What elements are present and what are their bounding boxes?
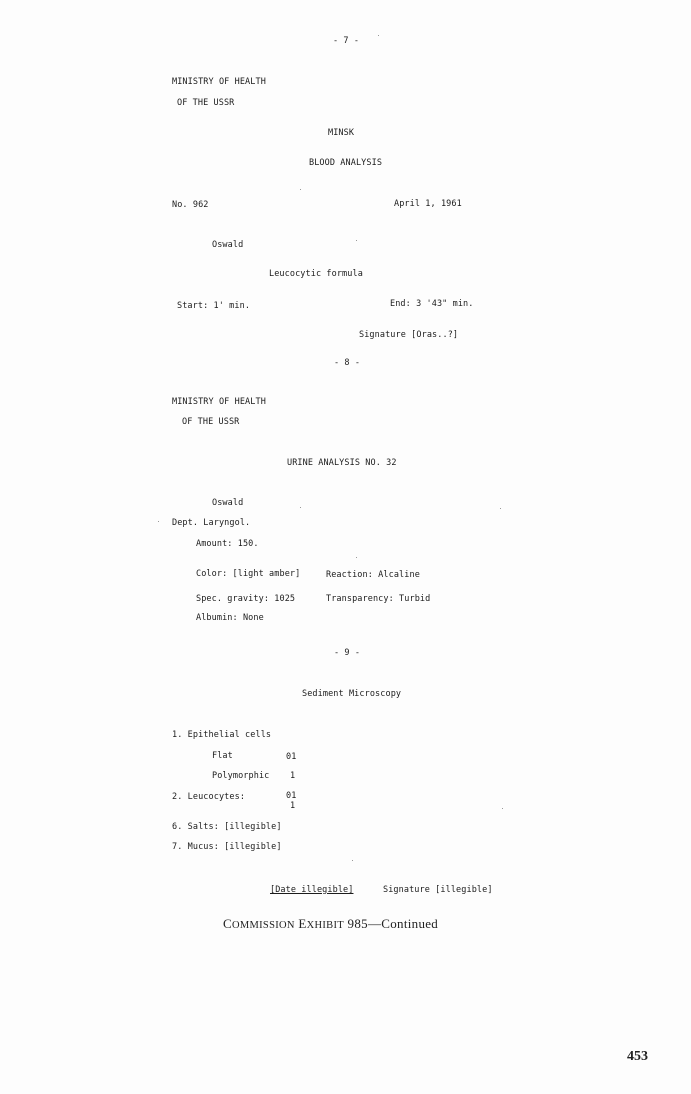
ministry-line2: OF THE USSR <box>182 417 240 427</box>
scan-speck <box>300 507 301 508</box>
caption-exhibit-rest: XHIBIT <box>306 920 344 931</box>
page-number: 453 <box>627 1049 648 1064</box>
page-marker-9: - 9 - <box>334 648 361 658</box>
scan-speck <box>378 35 379 36</box>
ministry-line1: MINISTRY OF HEALTH <box>172 397 266 407</box>
sediment-title: Sediment Microscopy <box>302 689 402 699</box>
polymorphic-value: 1 <box>290 771 296 781</box>
scan-speck <box>158 521 159 522</box>
ministry-line1: MINISTRY OF HEALTH <box>172 77 266 87</box>
caption-exhibit-number: 985—Continued <box>347 916 439 931</box>
amount: Amount: 150. <box>196 539 259 549</box>
flat-label: Flat <box>212 751 233 761</box>
leucocytic-formula-label: Leucocytic formula <box>269 269 363 279</box>
scan-speck <box>300 189 301 190</box>
urine-analysis-title: URINE ANALYSIS NO. 32 <box>287 458 397 468</box>
start-time: Start: 1' min. <box>177 301 251 311</box>
leucocytes-value-2: 1 <box>290 801 296 811</box>
albumin: Albumin: None <box>196 613 264 623</box>
signature-7: Signature [Oras..?] <box>359 330 459 340</box>
analysis-date: April 1, 1961 <box>394 199 462 209</box>
item-salts: 6. Salts: [illegible] <box>172 822 282 832</box>
spec-gravity: Spec. gravity: 1025 <box>196 594 296 604</box>
scan-speck <box>502 808 503 809</box>
item-mucus: 7. Mucus: [illegible] <box>172 842 282 852</box>
flat-value: 01 <box>286 752 297 762</box>
page-marker-8: - 8 - <box>334 358 361 368</box>
blood-analysis-title: BLOOD ANALYSIS <box>309 158 383 168</box>
caption-commission-initial: C <box>223 916 232 931</box>
leucocytes-value-1: 01 <box>286 791 297 801</box>
caption-commission-rest: OMMISSION <box>231 920 295 931</box>
caption-exhibit-initial: E <box>298 916 307 931</box>
polymorphic-label: Polymorphic <box>212 771 270 781</box>
end-time: End: 3 '43" min. <box>390 299 474 309</box>
reaction: Reaction: Alcaline <box>326 570 420 580</box>
item-leucocytes: 2. Leucocytes: <box>172 792 246 802</box>
scan-speck <box>356 557 357 558</box>
ministry-line2: OF THE USSR <box>177 98 235 108</box>
transparency: Transparency: Turbid <box>326 594 431 604</box>
analysis-number: No. 962 <box>172 200 209 210</box>
exhibit-caption <box>223 916 438 932</box>
patient-name: Oswald <box>212 498 244 508</box>
scan-speck <box>500 508 501 509</box>
item-epithelial: 1. Epithelial cells <box>172 730 272 740</box>
patient-name: Oswald <box>212 240 244 250</box>
scan-speck <box>352 860 353 861</box>
signature-9: Signature [illegible] <box>383 885 493 895</box>
department: Dept. Laryngol. <box>172 518 251 528</box>
page-marker-7: - 7 - <box>333 36 360 46</box>
color: Color: [light amber] <box>196 569 301 579</box>
date-illegible: [Date illegible] <box>270 885 354 895</box>
scan-speck <box>356 240 357 241</box>
city: MINSK <box>328 128 355 138</box>
